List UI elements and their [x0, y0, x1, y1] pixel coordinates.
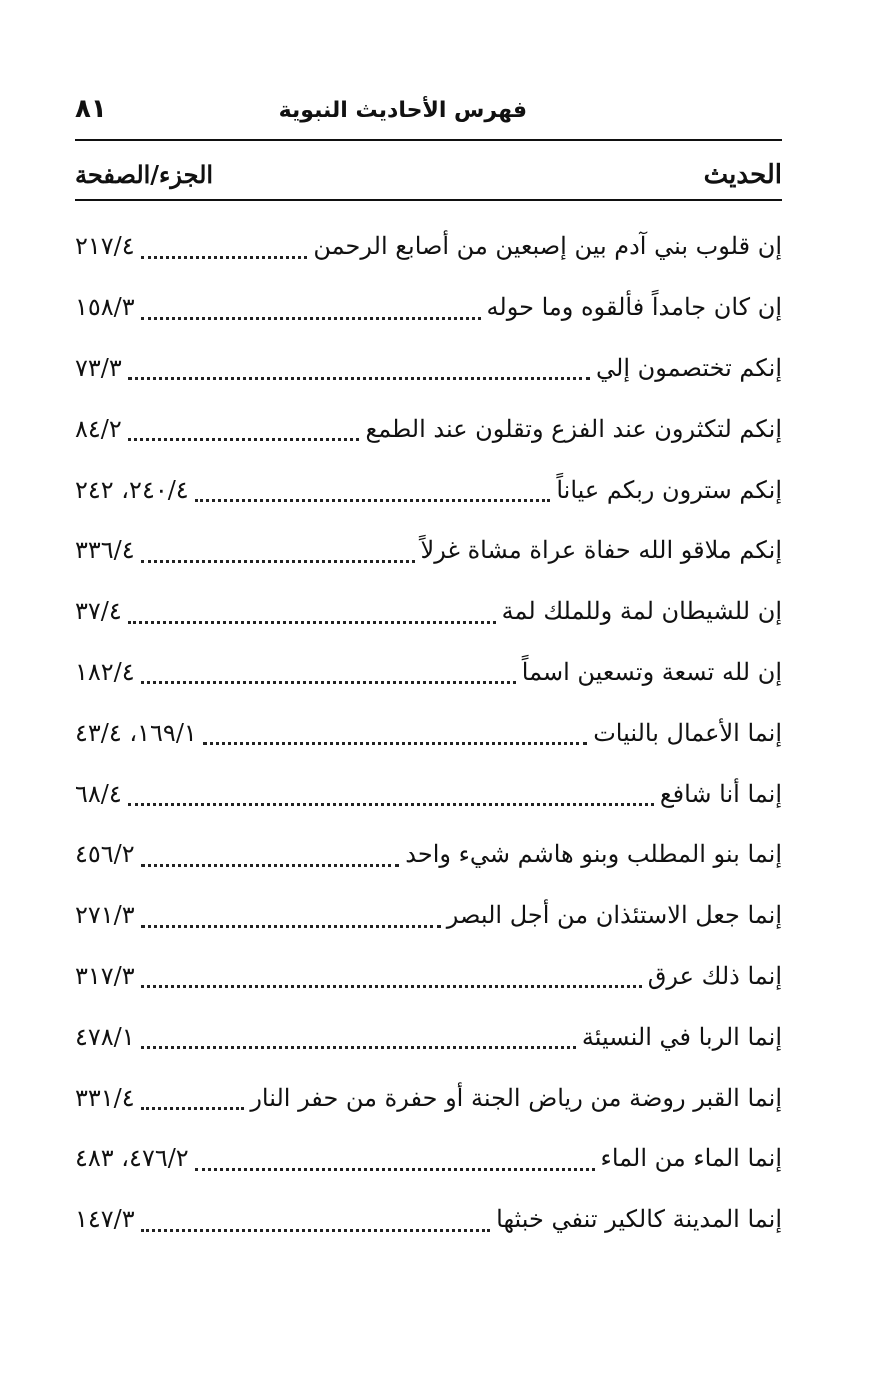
dot-leader: [141, 864, 400, 867]
index-entry: [75, 581, 782, 642]
index-entry: [75, 946, 782, 1007]
index-entry: [75, 459, 782, 520]
dot-leader: [141, 1046, 576, 1049]
dot-leader: [141, 1229, 491, 1232]
entry-volume-page: ٣٧/٤: [75, 597, 122, 626]
index-entry: [75, 520, 782, 581]
entry-volume-page: ٢٧١/٣: [75, 901, 135, 930]
entry-hadith-text: إنما بنو المطلب وبنو هاشم شيء واحد: [405, 840, 782, 869]
index-entry: [75, 216, 782, 277]
dot-leader: [195, 499, 551, 502]
dot-leader: [203, 742, 587, 745]
entry-hadith-text: إنكم سترون ربكم عياناً: [556, 475, 782, 504]
dot-leader: [141, 317, 481, 320]
entry-hadith-text: إنكم ملاقو الله حفاة عراة مشاة غرلاً: [420, 536, 782, 565]
entry-hadith-text: إن للشيطان لمة وللملك لمة: [501, 597, 782, 626]
dot-leader: [141, 925, 441, 928]
entry-hadith-text: إنما الربا في النسيئة: [581, 1022, 782, 1051]
entry-volume-page: ١٤٧/٣: [75, 1205, 135, 1234]
index-entry: [75, 763, 782, 824]
dot-leader: [141, 1107, 245, 1110]
column-heading-volume-page: الجزء/الصفحة: [75, 160, 214, 189]
index-entry: [75, 338, 782, 399]
dot-leader: [128, 803, 654, 806]
index-entry: [75, 1067, 782, 1128]
hadith-index-list: [75, 216, 782, 1250]
entry-hadith-text: إنما أنا شافع: [659, 779, 782, 808]
index-entry: [75, 1006, 782, 1067]
entry-volume-page: ٣١٧/٣: [75, 961, 135, 990]
entry-volume-page: ٧٣/٣: [75, 353, 122, 382]
entry-hadith-text: إنما ذلك عرق: [647, 961, 782, 990]
entry-hadith-text: إنما الأعمال بالنيات: [593, 718, 782, 747]
dot-leader: [128, 621, 496, 624]
dot-leader: [141, 681, 516, 684]
entry-volume-page: ١٨٢/٤: [75, 657, 135, 686]
entry-hadith-text: إنكم لتكثرون عند الفزع وتقلون عند الطمع: [365, 414, 782, 443]
index-entry: [75, 642, 782, 703]
entry-volume-page: ١٥٨/٣: [75, 293, 135, 322]
entry-hadith-text: إنكم تختصمون إلي: [596, 353, 782, 382]
index-entry: [75, 1189, 782, 1250]
index-entry: [75, 277, 782, 338]
entry-hadith-text: إن كان جامداً فألقوه وما حوله: [486, 293, 782, 322]
index-entry: [75, 1128, 782, 1189]
entry-volume-page: ٢١٧/٤: [75, 232, 135, 261]
entry-hadith-text: إنما المدينة كالكير تنفي خبثها: [496, 1205, 782, 1234]
column-heading-hadith: الحديث: [703, 160, 782, 190]
dot-leader: [141, 985, 642, 988]
entry-volume-page: ٦٨/٤: [75, 779, 122, 808]
header-rule-bottom: [75, 199, 782, 201]
entry-hadith-text: إن لله تسعة وتسعين اسماً: [521, 657, 782, 686]
entry-volume-page: ٤٧٦/٢، ٤٨٣: [75, 1144, 189, 1173]
entry-hadith-text: إنما الماء من الماء: [600, 1144, 782, 1173]
dot-leader: [141, 560, 415, 563]
header-rule-top: [75, 139, 782, 141]
entry-hadith-text: إنما جعل الاستئذان من أجل البصر: [446, 901, 782, 930]
index-entry: [75, 702, 782, 763]
index-columns-header: [75, 160, 782, 200]
entry-hadith-text: إن قلوب بني آدم بين إصبعين من أصابع الرحمن: [313, 232, 782, 261]
index-entry: [75, 824, 782, 885]
entry-hadith-text: إنما القبر روضة من رياض الجنة أو حفرة من حفر النار: [250, 1083, 782, 1112]
entry-volume-page: ١٦٩/١، ٤٣/٤: [75, 718, 197, 747]
dot-leader: [128, 438, 360, 441]
entry-volume-page: ٤٥٦/٢: [75, 840, 135, 869]
entry-volume-page: ٨٤/٢: [75, 414, 122, 443]
index-entry: [75, 398, 782, 459]
entry-volume-page: ٣٣٦/٤: [75, 536, 135, 565]
entry-volume-page: ٣٣١/٤: [75, 1083, 135, 1112]
running-title: فهرس الأحاديث النبوية: [278, 98, 527, 123]
running-header: [75, 92, 782, 138]
page-number: ٨١: [75, 94, 107, 124]
entry-volume-page: ٤٧٨/١: [75, 1022, 135, 1051]
dot-leader: [141, 256, 308, 259]
entry-volume-page: ٢٤٠/٤، ٢٤٢: [75, 475, 189, 504]
index-entry: [75, 885, 782, 946]
dot-leader: [195, 1168, 595, 1171]
dot-leader: [128, 377, 590, 380]
